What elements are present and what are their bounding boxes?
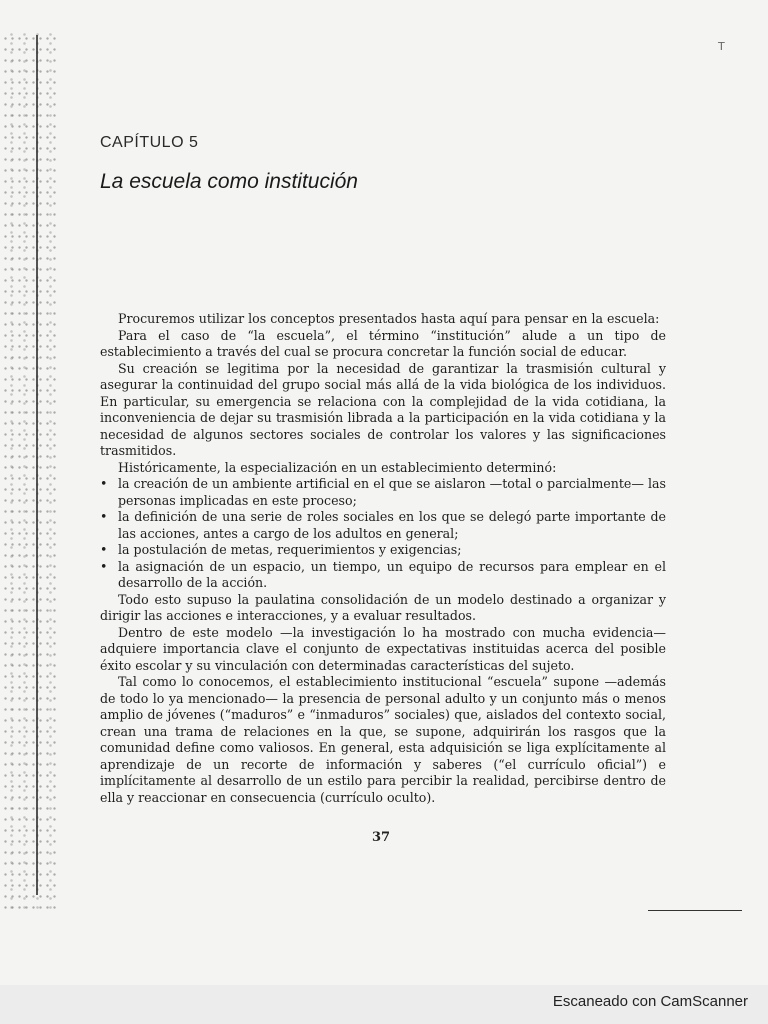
bullet-item: • la asignación de un espacio, un tiempo, un equipo de recursos para emplear en el desarrollo de la acción. [100,559,666,592]
book-binding-shadow [0,30,58,910]
paragraph: Tal como lo conocemos, el establecimiento institucional “escuela” supone —además de todo lo ya mencionado— la presencia de personal adulto y un conjunto más o menos amplio de jóvenes (“maduros” e “inmaduros” sociales) que, aislados del contexto social, crean una trama de relaciones en la que, se supone, adquirirán los rasgos que la comunidad define como valiosos. En general, esta adquisición se liga explícitamente al aprendizaje de un recorte de información y saberes (“el currículo oficial”) e implícitamente al desarrollo de un estilo para percibir la realidad, percibirse dentro de ella y reaccionar en consecuencia (currículo oculto). [100,674,666,805]
bullet-item: • la definición de una serie de roles sociales en los que se delegó parte importante de las acciones, antes a cargo de los adultos en general; [100,509,666,542]
binding-edge-line [36,35,38,895]
paragraph: Dentro de este modelo —la investigación lo ha mostrado con mucha evidencia— adquiere importancia clave el conjunto de expectativas instituidas acerca del posible éxito escolar y su vinculación con determinadas características del sujeto. [100,624,666,673]
paragraph: Históricamente, la especialización en un establecimiento determinó: [118,459,557,475]
body-text [100,311,666,806]
page-number: 37 [372,830,391,845]
bullet-item: • la creación de un ambiente artificial en el que se aislaron —total o parcialmente— las personas implicadas en este proceso; [100,476,666,509]
paragraph: Su creación se legitima por la necesidad de garantizar la trasmisión cultural y asegurar la continuidad del grupo social más allá de la vida biológica de los individuos. En particular, su emergencia se relaciona con la complejidad de la vida cotidiana, la inconveniencia de dejar su trasmisión librada a la participación en la vida cotidiana y la necesidad de algunos sectores sociales de controlar los valores y las significaciones trasmitidos. [100,360,666,458]
bullet-item: • la postulación de metas, requerimientos y exigencias; [100,542,666,559]
scanner-watermark: Escaneado con CamScanner [552,993,748,1010]
paragraph: Para el caso de “la escuela”, el término “institución” alude a un tipo de establecimiento a través del cual se procura concretar la función social de educar. [100,327,666,359]
chapter-label: CAPÍTULO 5 [100,134,199,151]
chapter-title: La escuela como institución [100,170,358,193]
paragraph: Procuremos utilizar los conceptos presentados hasta aquí para pensar en la escuela: [118,311,660,326]
scan-artifact-mark: T [718,40,725,53]
paragraph: Todo esto supuso la paulatina consolidación de un modelo destinado a organizar y dirigir las acciones e interacciones, y a evaluar resultados. [100,591,666,623]
bullet-list [100,476,666,592]
footnote-rule [648,910,742,911]
